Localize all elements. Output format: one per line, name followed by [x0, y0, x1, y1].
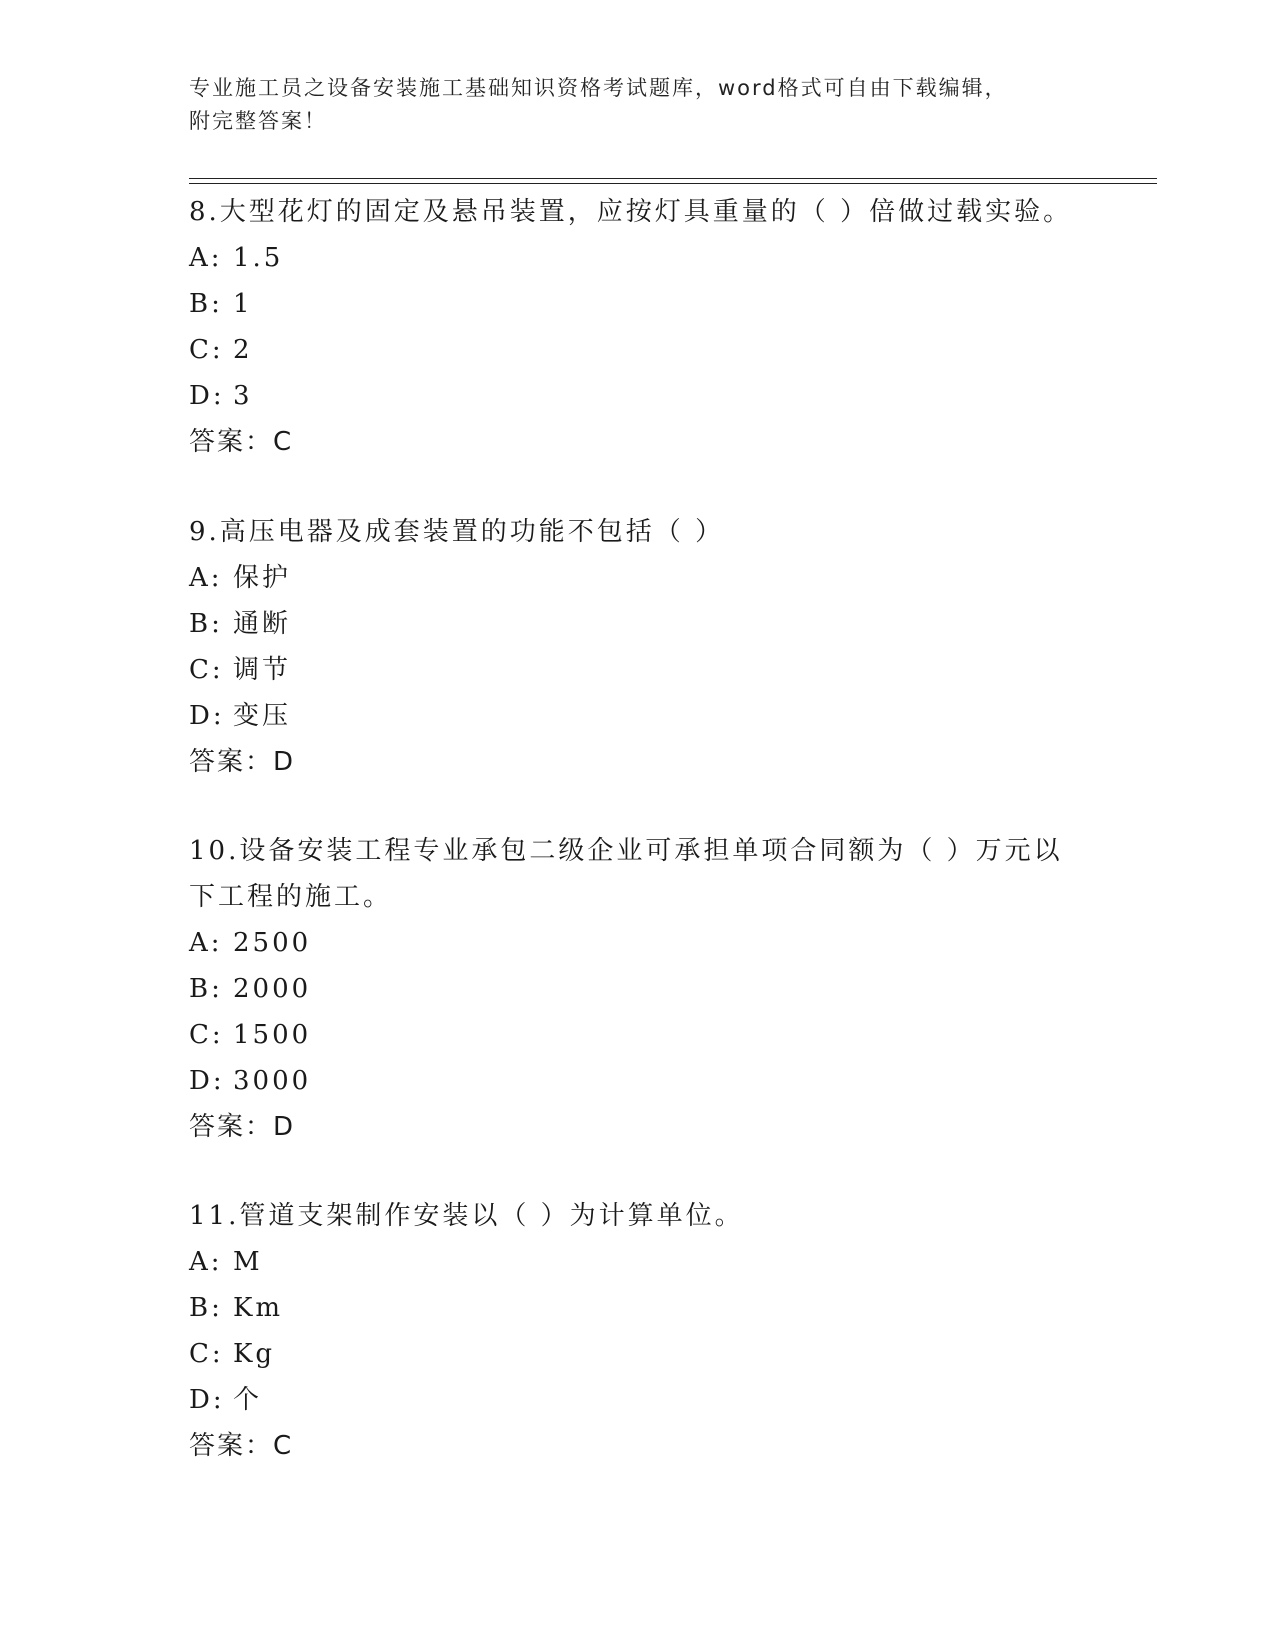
header-divider-bottom — [189, 183, 1157, 184]
option-text: 1 — [233, 289, 253, 319]
option-text: 2 — [233, 335, 253, 365]
question-stem: 9.高压电器及成套装置的功能不包括（ ） — [189, 517, 725, 547]
question-block — [189, 1193, 1089, 1469]
answer-line: 答案：D — [189, 747, 296, 777]
option-b — [189, 1285, 1089, 1331]
document-header — [189, 72, 1069, 138]
header-divider-top — [189, 178, 1157, 179]
option-b — [189, 281, 1089, 327]
option-a — [189, 1239, 1089, 1285]
option-letter: D: — [189, 381, 225, 411]
option-d — [189, 1377, 1089, 1423]
header-line-1: 专业施工员之设备安装施工基础知识资格考试题库，word格式可自由下载编辑， — [189, 76, 1008, 100]
option-text: 变压 — [233, 701, 292, 731]
question-block — [189, 509, 1089, 785]
option-b — [189, 601, 1089, 647]
option-c — [189, 327, 1089, 373]
question-stem: 11.管道支架制作安装以（ ）为计算单位。 — [189, 1201, 744, 1231]
option-letter: D: — [189, 1385, 225, 1415]
answer-line: 答案：D — [189, 1112, 296, 1142]
option-letter: C: — [189, 335, 224, 365]
option-text: M — [233, 1247, 263, 1277]
option-letter: B: — [189, 1293, 223, 1323]
option-text: 调节 — [233, 655, 292, 685]
option-letter: A: — [189, 243, 223, 273]
question-block — [189, 828, 1089, 1150]
option-b — [189, 966, 1089, 1012]
option-d — [189, 1058, 1089, 1104]
option-text: Km — [233, 1293, 284, 1323]
question-stem: 10.设备安装工程专业承包二级企业可承担单项合同额为（ ）万元以下工程的施工。 — [189, 836, 1063, 912]
option-text: 1500 — [233, 1020, 312, 1050]
option-text: 2000 — [233, 974, 312, 1004]
option-text: 个 — [233, 1385, 263, 1415]
option-letter: C: — [189, 1339, 224, 1369]
option-letter: B: — [189, 289, 223, 319]
option-a — [189, 555, 1089, 601]
option-a — [189, 920, 1089, 966]
option-letter: D: — [189, 1066, 225, 1096]
option-c — [189, 1012, 1089, 1058]
option-text: 保护 — [233, 563, 292, 593]
option-letter: D: — [189, 701, 225, 731]
header-line-2: 附完整答案！ — [189, 109, 327, 133]
answer-line: 答案：C — [189, 1431, 294, 1461]
option-d — [189, 693, 1089, 739]
option-text: 1.5 — [233, 243, 284, 273]
option-d — [189, 373, 1089, 419]
answer-line: 答案：C — [189, 427, 294, 457]
option-c — [189, 647, 1089, 693]
option-letter: B: — [189, 974, 223, 1004]
option-text: 2500 — [233, 928, 312, 958]
option-letter: B: — [189, 609, 223, 639]
option-a — [189, 235, 1089, 281]
option-letter: C: — [189, 1020, 224, 1050]
option-letter: A: — [189, 563, 223, 593]
option-letter: C: — [189, 655, 224, 685]
option-text: 3000 — [233, 1066, 312, 1096]
option-letter: A: — [189, 1247, 223, 1277]
question-block — [189, 189, 1089, 465]
option-text: 通断 — [233, 609, 292, 639]
option-c — [189, 1331, 1089, 1377]
option-text: Kg — [233, 1339, 276, 1369]
option-letter: A: — [189, 928, 223, 958]
option-text: 3 — [233, 381, 253, 411]
question-stem: 8.大型花灯的固定及悬吊装置，应按灯具重量的（ ）倍做过载实验。 — [189, 197, 1073, 227]
